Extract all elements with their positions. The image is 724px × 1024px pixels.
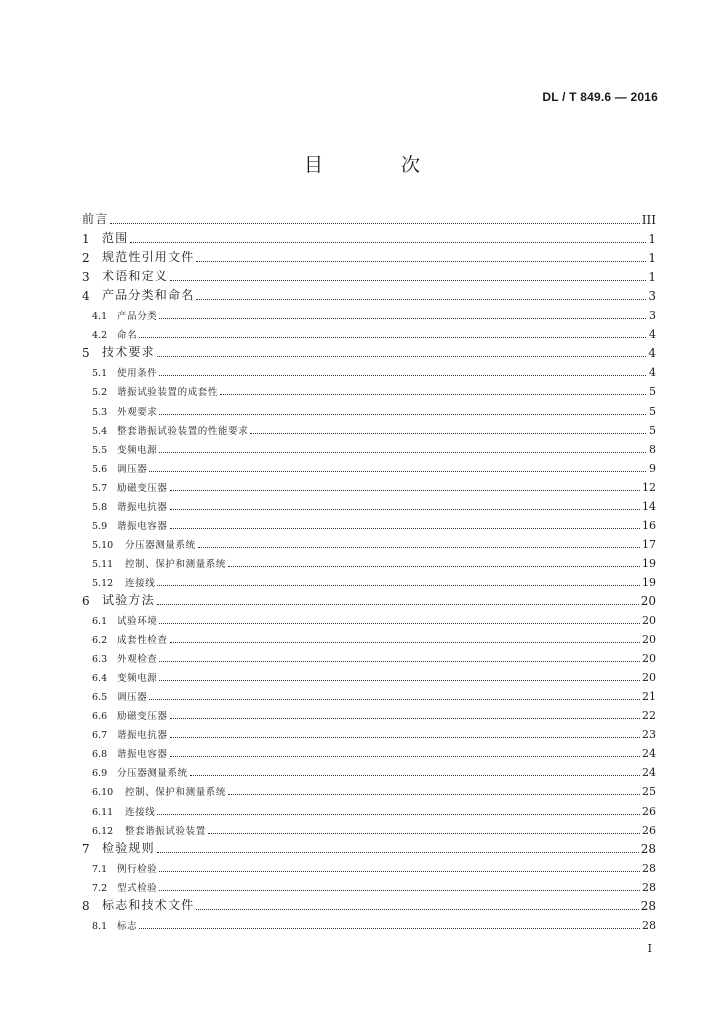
toc-entry[interactable] <box>82 913 656 932</box>
toc-entry-label: 试验环境 <box>117 616 158 628</box>
toc-entry-number: 6.12 <box>92 825 114 837</box>
dot-leader <box>159 679 640 681</box>
table-of-contents <box>82 208 656 932</box>
toc-entry-page: 1 <box>648 232 656 247</box>
dot-leader <box>157 851 639 853</box>
dot-leader <box>159 413 646 415</box>
toc-entry-label: 谐振电抗器 <box>117 501 168 513</box>
toc-entry-label: 成套性检查 <box>117 635 168 647</box>
toc-entry-page: 12 <box>642 480 656 494</box>
toc-entry-label: 调压器 <box>117 463 148 475</box>
dot-leader <box>149 698 640 700</box>
toc-entry[interactable] <box>82 398 656 417</box>
toc-entry-label: 外观检查 <box>117 654 158 666</box>
toc-entry-page: 20 <box>640 593 656 608</box>
toc-entry-label: 整套谐振试验装置的性能要求 <box>117 425 249 437</box>
toc-entry[interactable] <box>82 589 656 608</box>
dot-leader <box>130 241 646 243</box>
toc-entry-number: 5.11 <box>92 558 114 570</box>
dot-leader <box>196 260 646 262</box>
toc-entry-label: 标志 <box>117 920 138 932</box>
toc-entry-label: 整套谐振试验装置 <box>125 825 206 837</box>
toc-entry-number: 6.3 <box>92 654 108 666</box>
dot-leader <box>198 546 640 548</box>
dot-leader <box>159 317 646 319</box>
toc-entry-label: 变频电源 <box>117 444 158 456</box>
toc-entry-number: 6.6 <box>92 711 108 723</box>
dot-leader <box>170 641 640 643</box>
toc-entry-label: 调压器 <box>117 692 148 704</box>
toc-entry-label: 控制、保护和测量系统 <box>125 787 227 799</box>
toc-entry-label: 型式检验 <box>117 882 158 894</box>
toc-entry-label: 连接线 <box>125 577 156 589</box>
toc-entry-label: 规范性引用文件 <box>102 250 195 265</box>
toc-entry[interactable] <box>82 379 656 398</box>
toc-entry-label: 范围 <box>102 231 129 246</box>
toc-entry[interactable] <box>82 570 656 589</box>
toc-entry-number: 5.5 <box>92 444 108 456</box>
toc-entry-label: 标志和技术文件 <box>102 897 195 912</box>
toc-entry[interactable] <box>82 703 656 722</box>
toc-entry[interactable] <box>82 513 656 532</box>
dot-leader <box>196 908 638 910</box>
toc-entry[interactable] <box>82 418 656 437</box>
dot-leader <box>170 508 640 510</box>
dot-leader <box>159 374 646 376</box>
toc-entry-number: 5.10 <box>92 539 114 551</box>
toc-entry-number: 6 <box>82 593 90 608</box>
toc-entry-number: 5.3 <box>92 406 108 418</box>
toc-entry-label: 分压器测量系统 <box>125 539 196 551</box>
toc-entry-number: 6.11 <box>92 806 114 818</box>
toc-entry-page: 26 <box>642 823 656 837</box>
dot-leader <box>228 793 640 795</box>
toc-entry[interactable] <box>82 208 656 227</box>
toc-entry-label: 谐振试验装置的成套性 <box>117 387 219 399</box>
toc-entry-page: 3 <box>649 309 656 323</box>
dot-leader <box>159 451 646 453</box>
toc-entry-label: 励磁变压器 <box>117 482 168 494</box>
toc-entry-number: 6.7 <box>92 730 108 742</box>
toc-entry[interactable] <box>82 360 656 379</box>
toc-entry-page: 8 <box>649 442 656 456</box>
toc-entry-page: 24 <box>642 747 656 761</box>
toc-entry-label: 命名 <box>117 330 138 342</box>
toc-entry-page: 19 <box>642 556 656 570</box>
toc-entry[interactable] <box>82 456 656 475</box>
toc-entry-page: 4 <box>649 328 656 342</box>
toc-entry-label: 使用条件 <box>117 368 158 380</box>
toc-entry[interactable] <box>82 856 656 875</box>
toc-entry[interactable] <box>82 741 656 760</box>
toc-entry[interactable] <box>82 894 656 913</box>
toc-entry-number: 6.9 <box>92 768 108 780</box>
toc-entry-label: 分压器测量系统 <box>117 768 188 780</box>
toc-entry[interactable] <box>82 437 656 456</box>
toc-entry-page: 9 <box>649 461 656 475</box>
toc-entry-number: 4 <box>82 289 90 304</box>
toc-entry-page: 25 <box>642 785 656 799</box>
toc-entry-page: 22 <box>642 709 656 723</box>
toc-entry-number: 7.2 <box>92 882 108 894</box>
toc-entry-page: III <box>641 213 656 228</box>
toc-entry-number: 1 <box>82 232 90 247</box>
toc-entry-page: 1 <box>648 251 656 266</box>
toc-entry-page: 20 <box>642 614 656 628</box>
toc-entry-label: 技术要求 <box>102 345 155 360</box>
toc-entry[interactable] <box>82 246 656 265</box>
document-code: DL / T 849.6 — 2016 <box>542 90 658 104</box>
dot-leader <box>139 927 640 929</box>
toc-entry[interactable] <box>82 341 656 360</box>
dot-leader <box>159 870 640 872</box>
toc-entry-page: 16 <box>642 518 656 532</box>
toc-entry[interactable] <box>82 303 656 322</box>
toc-entry-label: 前言 <box>82 212 109 227</box>
toc-entry-number: 5.2 <box>92 387 108 399</box>
toc-entry-page: 17 <box>642 537 656 551</box>
dot-leader <box>196 298 646 300</box>
toc-entry[interactable] <box>82 494 656 513</box>
dot-leader <box>170 736 640 738</box>
toc-entry-page: 24 <box>642 766 656 780</box>
dot-leader <box>190 774 640 776</box>
toc-entry-label: 谐振电容器 <box>117 520 168 532</box>
dot-leader <box>110 222 639 224</box>
dot-leader <box>159 622 640 624</box>
dot-leader <box>139 336 646 338</box>
toc-entry[interactable] <box>82 837 656 856</box>
toc-entry-label: 检验规则 <box>102 840 155 855</box>
toc-entry[interactable] <box>82 684 656 703</box>
toc-entry-number: 8.1 <box>92 920 108 932</box>
toc-entry-label: 变频电源 <box>117 673 158 685</box>
dot-leader <box>157 603 639 605</box>
toc-entry[interactable] <box>82 551 656 570</box>
toc-entry[interactable] <box>82 227 656 246</box>
toc-entry-number: 5.9 <box>92 520 108 532</box>
toc-entry-page: 5 <box>649 385 656 399</box>
toc-entry-number: 5.12 <box>92 577 114 589</box>
toc-entry-label: 控制、保护和测量系统 <box>125 558 227 570</box>
toc-entry-page: 4 <box>649 366 656 380</box>
toc-entry[interactable] <box>82 284 656 303</box>
toc-entry-number: 5.6 <box>92 463 108 475</box>
dot-leader <box>170 717 640 719</box>
toc-entry-label: 产品分类 <box>117 311 158 323</box>
toc-entry-page: 4 <box>648 346 656 361</box>
toc-entry-label: 谐振电容器 <box>117 749 168 761</box>
toc-entry-number: 6.1 <box>92 616 108 628</box>
dot-leader <box>157 584 640 586</box>
toc-entry-number: 7 <box>82 841 90 856</box>
toc-entry[interactable] <box>82 475 656 494</box>
toc-entry-number: 2 <box>82 251 90 266</box>
page-number: I <box>647 942 652 955</box>
dot-leader <box>157 355 646 357</box>
dot-leader <box>149 470 646 472</box>
toc-entry-page: 3 <box>648 289 656 304</box>
toc-entry-page: 28 <box>642 880 656 894</box>
toc-entry-page: 20 <box>642 671 656 685</box>
toc-entry[interactable] <box>82 265 656 284</box>
dot-leader <box>220 393 646 395</box>
dot-leader <box>228 565 640 567</box>
dot-leader <box>170 755 640 757</box>
toc-entry-label: 术语和定义 <box>102 269 169 284</box>
dot-leader <box>250 432 646 434</box>
dot-leader <box>208 832 640 834</box>
toc-entry-page: 28 <box>640 898 656 913</box>
toc-entry-number: 6.4 <box>92 673 108 685</box>
toc-entry-label: 外观要求 <box>117 406 158 418</box>
toc-entry-number: 4.2 <box>92 330 108 342</box>
toc-entry-label: 试验方法 <box>102 592 155 607</box>
toc-entry[interactable] <box>82 798 656 817</box>
toc-entry-label: 产品分类和命名 <box>102 288 195 303</box>
toc-entry-number: 4.1 <box>92 311 108 323</box>
dot-leader <box>170 279 646 281</box>
toc-entry-label: 例行检验 <box>117 863 158 875</box>
toc-entry[interactable] <box>82 818 656 837</box>
toc-entry-page: 28 <box>640 841 656 856</box>
toc-entry-number: 6.10 <box>92 787 114 799</box>
toc-entry[interactable] <box>82 779 656 798</box>
toc-entry[interactable] <box>82 627 656 646</box>
toc-entry[interactable] <box>82 760 656 779</box>
toc-entry-page: 23 <box>642 728 656 742</box>
toc-entry-page: 26 <box>642 804 656 818</box>
toc-entry-page: 28 <box>642 918 656 932</box>
toc-entry-label: 谐振电抗器 <box>117 730 168 742</box>
toc-entry-number: 8 <box>82 898 90 913</box>
toc-entry-number: 6.8 <box>92 749 108 761</box>
toc-entry-page: 28 <box>642 861 656 875</box>
toc-entry[interactable] <box>82 322 656 341</box>
toc-entry-number: 6.2 <box>92 635 108 647</box>
dot-leader <box>159 660 640 662</box>
toc-entry-number: 7.1 <box>92 863 108 875</box>
dot-leader <box>170 489 640 491</box>
toc-entry-number: 5.8 <box>92 501 108 513</box>
toc-entry[interactable] <box>82 665 656 684</box>
toc-entry-page: 1 <box>648 270 656 285</box>
toc-entry-label: 励磁变压器 <box>117 711 168 723</box>
toc-entry[interactable] <box>82 722 656 741</box>
toc-entry-label: 连接线 <box>125 806 156 818</box>
dot-leader <box>170 527 640 529</box>
toc-entry-page: 14 <box>642 499 656 513</box>
toc-entry-number: 6.5 <box>92 692 108 704</box>
toc-entry-number: 5.4 <box>92 425 108 437</box>
toc-entry-page: 20 <box>642 633 656 647</box>
toc-entry-page: 19 <box>642 575 656 589</box>
toc-entry-page: 5 <box>649 423 656 437</box>
toc-entry-number: 5.7 <box>92 482 108 494</box>
toc-entry-page: 20 <box>642 652 656 666</box>
toc-entry-number: 5 <box>82 346 90 361</box>
page-title: 目 次 <box>303 154 457 176</box>
toc-entry-number: 5.1 <box>92 368 108 380</box>
dot-leader <box>159 889 640 891</box>
toc-entry-page: 5 <box>649 404 656 418</box>
dot-leader <box>157 813 640 815</box>
toc-entry[interactable] <box>82 646 656 665</box>
toc-entry[interactable] <box>82 608 656 627</box>
toc-entry-number: 3 <box>82 270 90 285</box>
toc-entry[interactable] <box>82 875 656 894</box>
toc-entry-page: 21 <box>642 690 656 704</box>
toc-entry[interactable] <box>82 532 656 551</box>
